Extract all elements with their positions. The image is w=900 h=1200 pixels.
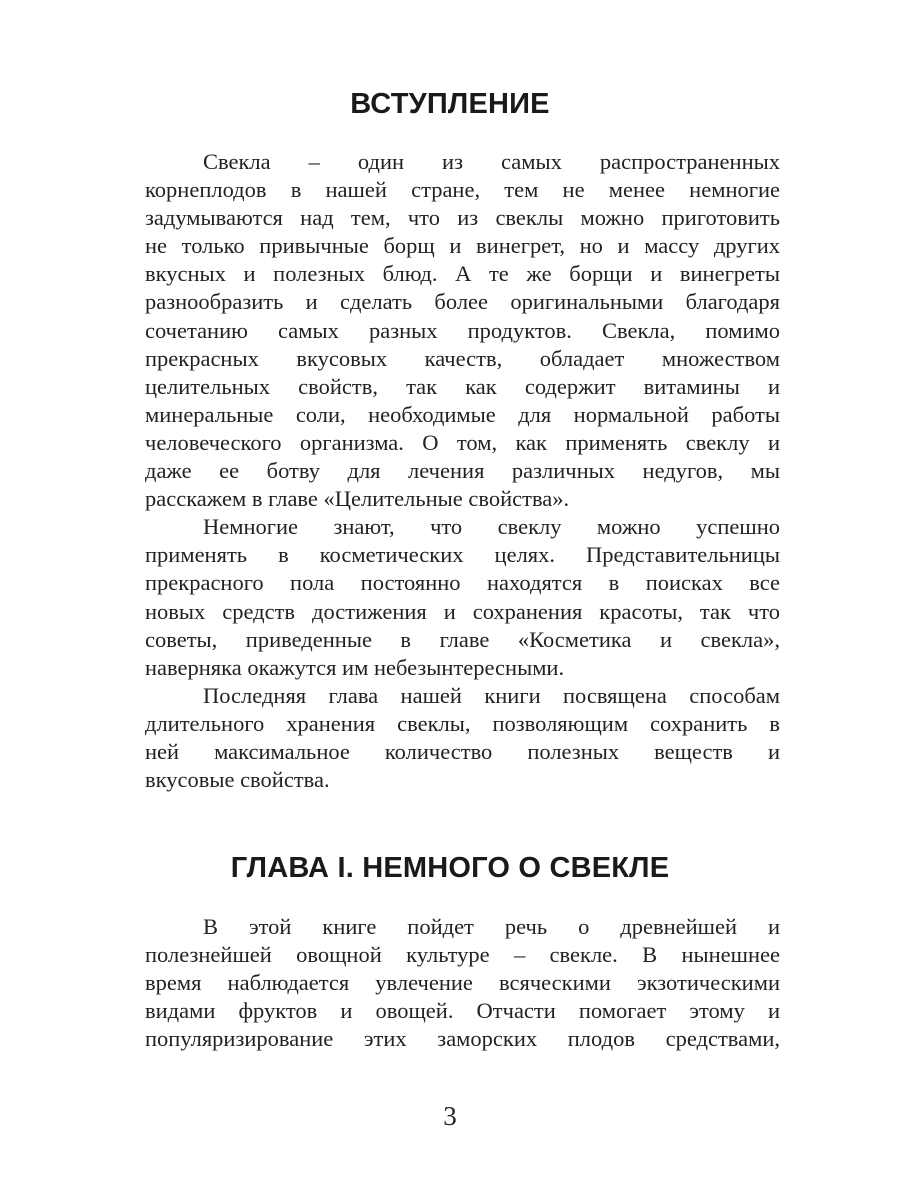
text-line: задумываются над тем, что из свеклы можно приготовить	[145, 205, 780, 231]
text-line: Последняя глава нашей книги посвящена способам	[203, 682, 780, 708]
text-line: время наблюдается увлечение всяческими экзотическими	[145, 970, 780, 996]
text-line: вкусных и полезных блюд. А те же борщи и винегреты	[145, 261, 780, 287]
text-line: применять в косметических целях. Представительницы	[145, 542, 780, 568]
intro-heading: ВСТУПЛЕНИЕ	[350, 88, 550, 120]
text-line: целительных свойств, так как содержит витамины и	[145, 373, 780, 399]
text-line: даже ее ботву для лечения различных недугов, мы	[145, 458, 780, 484]
intro-body	[145, 148, 780, 794]
chapter-body	[145, 913, 780, 1053]
text-line: ней максимальное количество полезных веществ и	[145, 738, 780, 764]
text-line: вкусовые свойства.	[145, 767, 330, 793]
text-line: советы, приведенные в главе «Косметика и свекла»,	[145, 626, 780, 652]
text-line: длительного хранения свеклы, позволяющим сохранить в	[145, 710, 780, 736]
text-line: наверняка окажутся им небезынтересными.	[145, 654, 565, 680]
text-line: человеческого организма. О том, как применять свеклу и	[145, 429, 780, 455]
text-line: видами фруктов и овощей. Отчасти помогает этому и	[145, 998, 780, 1024]
text-line: прекрасных вкусовых качеств, обладает множеством	[145, 345, 780, 371]
text-line: полезнейшей овощной культуре – свекле. В нынешнее	[145, 942, 780, 968]
text-line: расскажем в главе «Целительные свойства».	[145, 486, 570, 512]
page-number: 3	[443, 1101, 457, 1131]
text-line: прекрасного пола постоянно находятся в поисках все	[145, 570, 780, 596]
text-line: не только привычные борщ и винегрет, но и массу других	[145, 233, 780, 259]
text-line: В этой книге пойдет речь о древнейшей и	[203, 914, 780, 939]
text-line: сочетанию самых разных продуктов. Свекла, помимо	[145, 317, 780, 343]
text-line: минеральные соли, необходимые для нормальной работы	[145, 401, 780, 427]
text-line: новых средств достижения и сохранения красоты, так что	[145, 598, 780, 624]
text-line: Немногие знают, что свеклу можно успешно	[203, 514, 780, 540]
text-line: разнообразить и сделать более оригинальными благодаря	[145, 289, 780, 315]
chapter-heading: ГЛАВА I. НЕМНОГО О СВЕКЛЕ	[230, 852, 670, 884]
text-line: Свекла – один из самых распространенных	[203, 149, 780, 174]
text-line: популяризирование этих заморских плодов средствами,	[145, 1026, 780, 1052]
text-line: корнеплодов в нашей стране, тем не менее немногие	[145, 177, 780, 203]
